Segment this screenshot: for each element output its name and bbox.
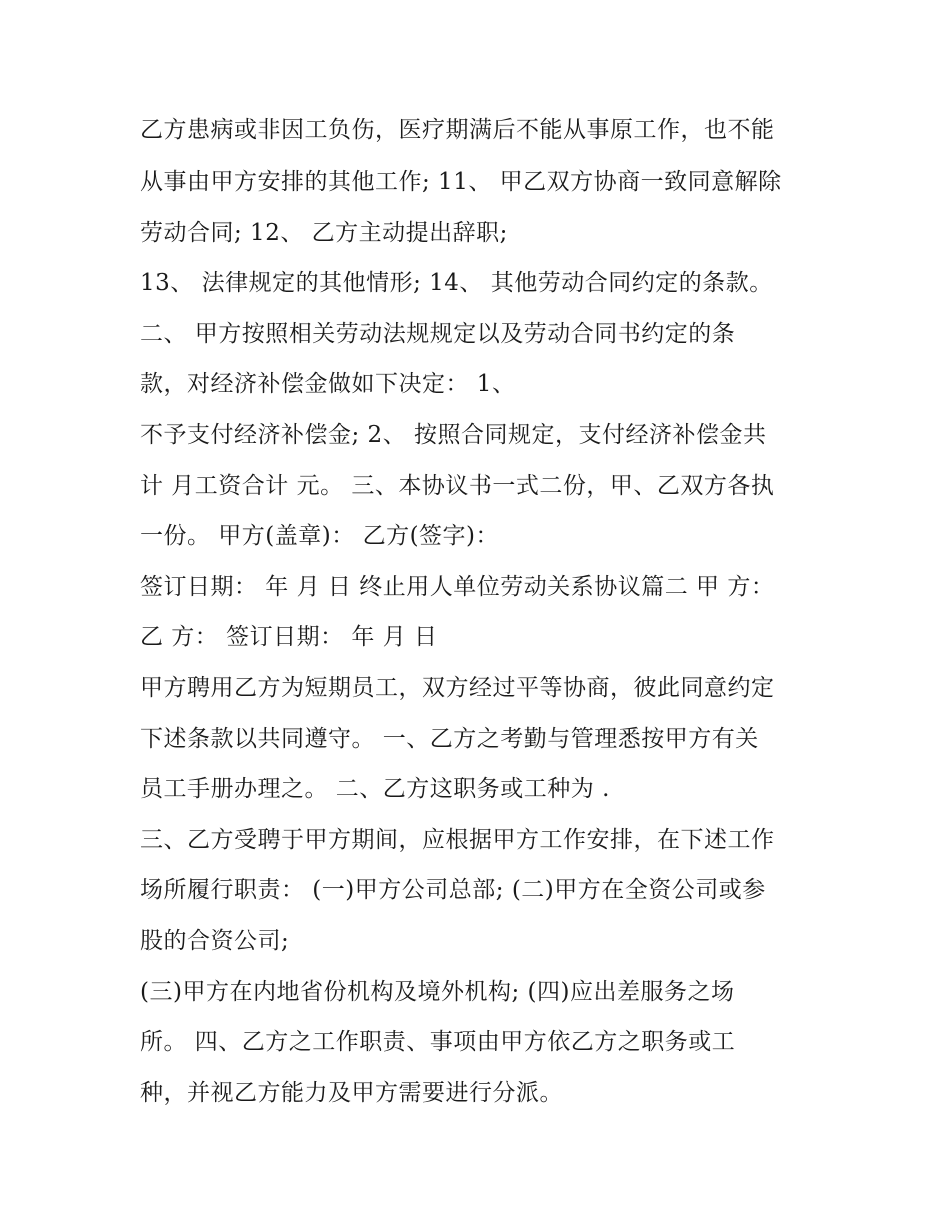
text-line: 乙 方： 签订日期： 年 月 日 [140, 624, 438, 650]
text-line: 股的合资公司; [140, 928, 290, 954]
text-line: 三、乙方受聘于甲方期间，应根据甲方工作安排，在下述工作 [140, 827, 775, 853]
text-line: 员工手册办理之。 二、乙方这职务或工种为 . [140, 776, 610, 802]
text-line: 一份。 甲方(盖章)： 乙方(签字)： [140, 523, 500, 549]
text-line: 劳动合同; 12、 乙方主动提出辞职; [140, 220, 508, 246]
text-line: 二、 甲方按照相关劳动法规规定以及劳动合同书约定的条 [140, 321, 736, 347]
text-line: 种，并视乙方能力及甲方需要进行分派。 [140, 1080, 563, 1106]
text-line: 签订日期： 年 月 日 终止用人单位劳动关系协议篇二 甲 方： [140, 574, 775, 600]
text-line: 计 月工资合计 元。 三、本协议书一式二份，甲、乙双方各执 [140, 473, 775, 499]
text-line: 款，对经济补偿金做如下决定： 1、 [140, 371, 516, 397]
text-line: 乙方患病或非因工负伤，医疗期满后不能从事原工作，也不能 [140, 117, 775, 143]
text-line: 下述条款以共同遵守。 一、乙方之考勤与管理悉按甲方有关 [140, 726, 759, 752]
text-line: 从事由甲方安排的其他工作; 11、 甲乙双方协商一致同意解除 [140, 169, 782, 195]
text-line: 甲方聘用乙方为短期员工，双方经过平等协商，彼此同意约定 [140, 675, 775, 701]
text-line: 场所履行职责： (一)甲方公司总部; (二)甲方在全资公司或参 [140, 877, 766, 903]
text-line: 不予支付经济补偿金; 2、 按照合同规定，支付经济补偿金共 [140, 422, 767, 448]
text-line: 所。 四、乙方之工作职责、事项由甲方依乙方之职务或工 [140, 1029, 736, 1055]
text-line: 13、 法律规定的其他情形; 14、 其他劳动合同约定的条款。 [140, 270, 773, 296]
text-line: (三)甲方在内地省份机构及境外机构; (四)应出差服务之场 [140, 979, 735, 1005]
